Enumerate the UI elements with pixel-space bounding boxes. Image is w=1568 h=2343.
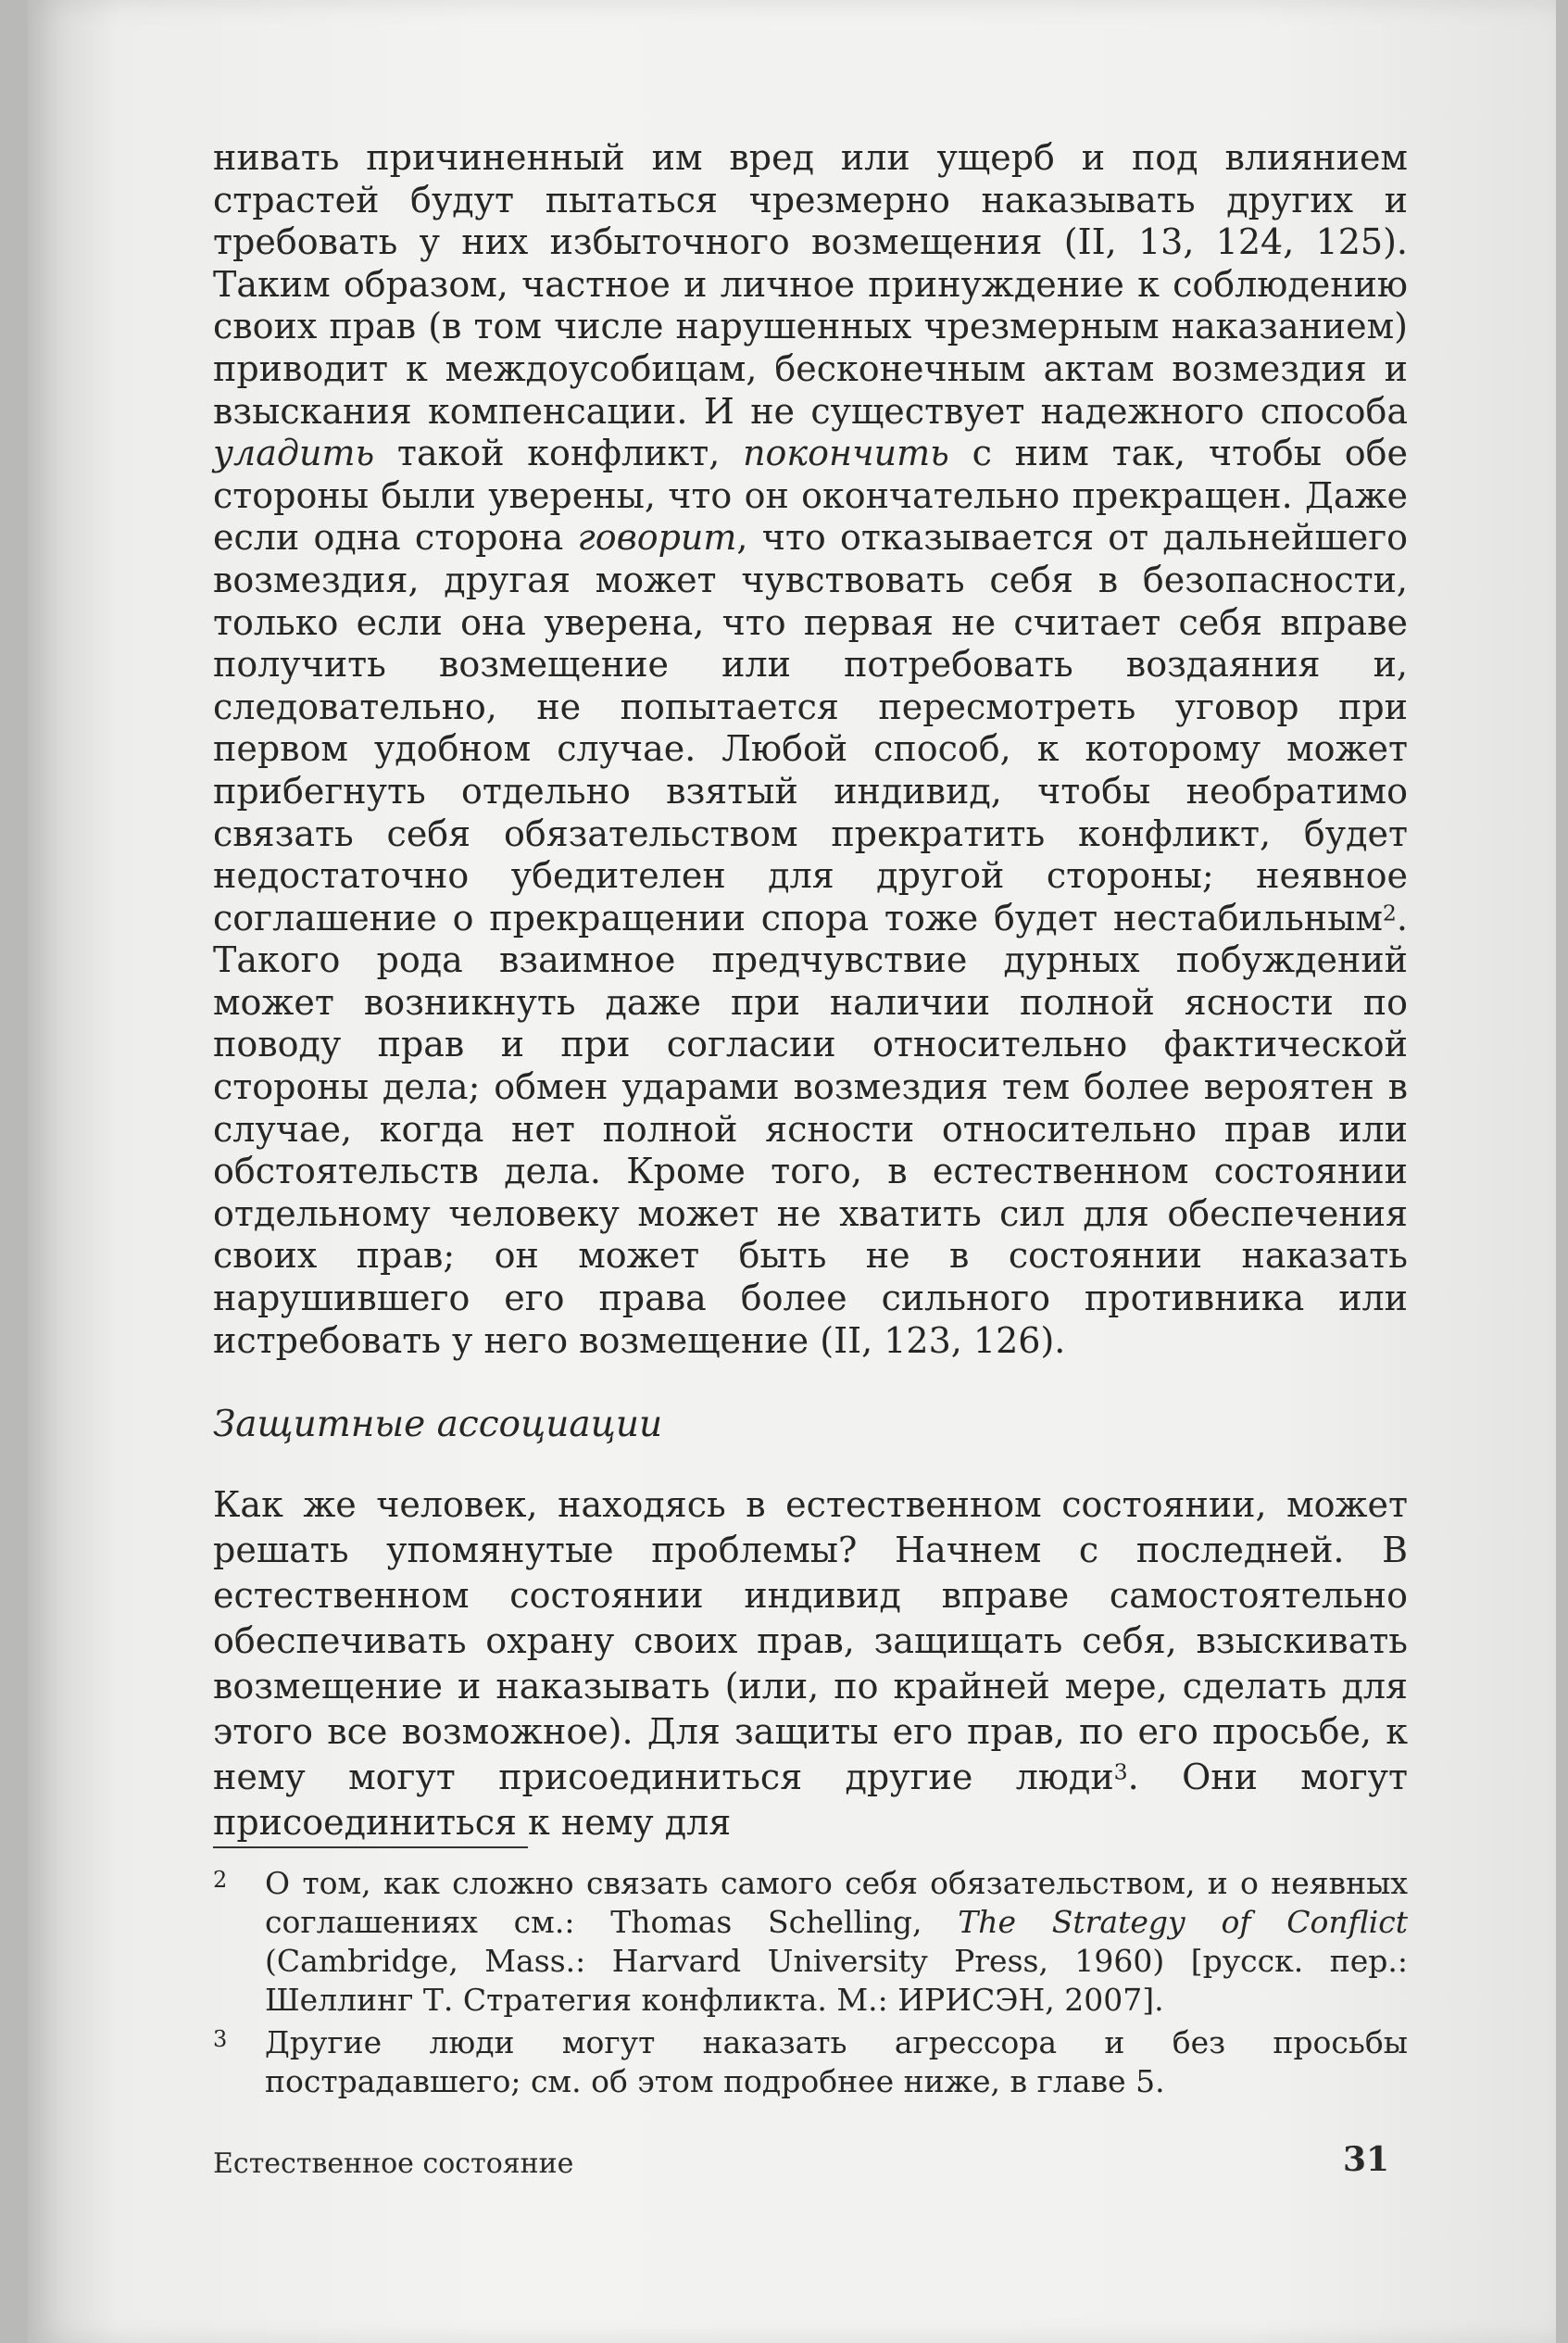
page-number: 31 [1343,2140,1390,2179]
emphasis: покончить [743,433,949,474]
footnote-divider [213,1846,528,1848]
main-text [213,137,1408,1362]
footnote-text: Другие люди могут наказать агрессора и без просьбы пострадавшего; см. об этом подробнее ниже, в главе 5. [265,2024,1408,2099]
emphasis: уладить [213,433,375,474]
book-title: The Strategy of Conflict [958,1904,1408,1940]
section-text [213,1482,1408,1845]
footnote-number: 3 [213,2026,228,2052]
footnote-ref: 3 [1113,1758,1128,1785]
footnote-ref: 2 [1382,900,1397,926]
footnote-text: О том, как сложно связать самого себя обязательством, и о неявных соглашениях см.: Thomas Schelling, The Strategy of Conflict (Cambridge, Mass.: Harvard University Press, 1960) [русск. пер.: Шеллинг Т. Стратегия конфликта. М.: ИРИСЭН, 2007]. [265,1865,1408,2018]
section-heading: Защитные ассоциации [213,1404,663,1445]
footnote-number: 2 [213,1867,228,1893]
running-footer-title: Естественное состояние [213,2148,574,2180]
footnotes [213,1864,1408,2105]
footnote [213,1864,1408,2020]
book-page [28,0,1556,2343]
paragraph: Как же человек, находясь в естественном состоянии, может решать упомянутые проблемы? Начнем с последней. В естественном состоянии индивид вправе самостоятельно обеспечивать охрану своих прав, защищать себя, взыскивать возмещение и наказывать (или, по крайней мере, сделать для этого все возможное). Для защиты его прав, по его просьбе, к нему могут присоединиться другие люди$^3$. Они могут присоединиться к нему для [213,1484,1408,1843]
emphasis: говорит [577,517,737,559]
paragraph: нивать причиненный им вред или ущерб и под влиянием страстей будут пытаться чрезмерно наказывать других и требовать у них избыточного возмещения (II, 13, 124, 125). Таким образом, частное и личное принуждение к соблюдению своих прав (в том числе нарушенных чрезмерным наказанием) приводит к междоусобицам, бесконечным актам возмездия и взыскания компенсации. И не существует надежного способа уладить такой конфликт, покончить с ним так, чтобы обе стороны были уверены, что он окончательно прекращен. Даже если одна сторона говорит, что отказывается от дальнейшего возмездия, другая может чувствовать себя в безопасности, только если она уверена, что первая не считает себя вправе получить возмещение или потребовать воздаяния и, следовательно, не попытается пересмотреть уговор при первом удобном случае. Любой способ, к которому может прибегнуть отдельно взятый индивид, чтобы необратимо связать себя обязательством прекратить конфликт, будет недостаточно убедителен для другой стороны; неявное соглашение о прекращении спора тоже будет нестабильным$^2$. Такого рода взаимное предчувствие дурных побуждений может возникнуть даже при наличии полной ясности по поводу прав и при согласии относительно фактической стороны дела; обмен ударами возмездия тем более вероятен в случае, когда нет полной ясности относительно прав или обстоятельств дела. Кроме того, в естественном состоянии отдельному человеку может не хватить сил для обеспечения своих прав; он может быть не в состоянии наказать нарушившего его права более сильного противника или истребовать у него возмещение (II, 123, 126). [213,137,1408,1361]
footnote [213,2023,1408,2101]
